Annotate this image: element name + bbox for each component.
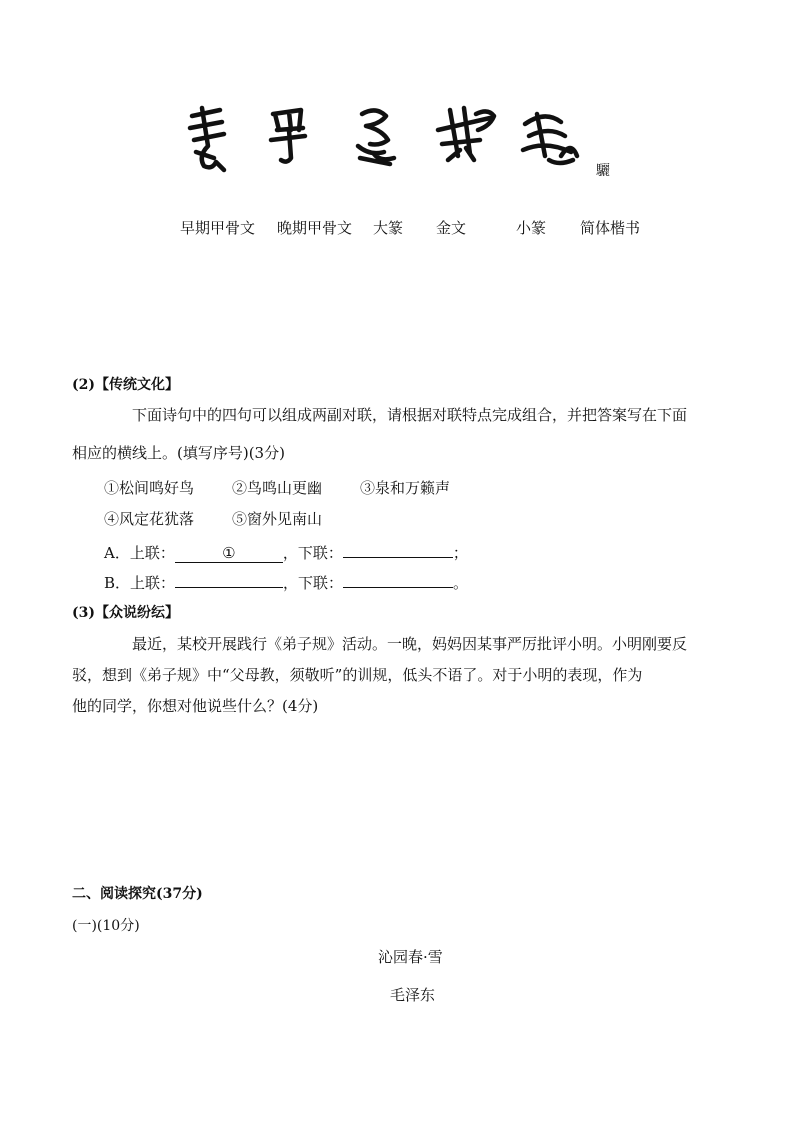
q2-answer-a-end: ；	[452, 544, 468, 562]
poem-title: 沁园春·雪	[378, 948, 443, 966]
q3-line2: 驳，想到《弟子规》中“父母教，须敬听”的训规，低头不语了。对于小明的表现，作为	[72, 666, 643, 684]
ancient-glyph-row	[180, 100, 600, 180]
q3-line1: 最近，某校开展践行《弟子规》活动。一晚，妈妈因某事严厉批评小明。小明刚要反	[132, 635, 688, 653]
q2-prompt-line1: 下面诗句中的四句可以组成两副对联，请根据对联特点完成组合，并把答案写在下面	[132, 406, 688, 424]
q2-answer-b-upper-blank[interactable]	[175, 570, 283, 588]
q2-heading: (2)【传统文化】	[72, 377, 179, 393]
q2-answer-b-end: 。	[453, 574, 469, 592]
q2-option-1: ①松间鸣好鸟	[104, 479, 195, 497]
q2-option-5: ⑤窗外见南山	[232, 510, 323, 528]
section2-heading: 二、阅读探究(37分)	[72, 886, 203, 902]
q3-line3: 他的同学，你想对他说些什么？(4分)	[72, 697, 319, 715]
label-early-oracle: 早期甲骨文	[180, 219, 256, 237]
q2-answer-a	[104, 540, 468, 563]
poem-author: 毛泽东	[390, 986, 436, 1004]
q2-prompt-line2: 相应的横线上。(填写序号)(3分)	[72, 444, 285, 462]
label-late-oracle: 晚期甲骨文	[277, 219, 353, 237]
q2-option-3: ③泉和万籁声	[360, 479, 451, 497]
q2-answer-b	[104, 570, 468, 593]
q2-answer-a-upper-blank[interactable]: ①	[175, 545, 283, 563]
label-small-seal: 小篆	[516, 219, 547, 237]
q2-answer-b-prefix: B．上联：	[104, 574, 176, 592]
q3-heading: (3)【众说纷纭】	[72, 605, 179, 621]
section2-sub: (一)(10分)	[72, 918, 140, 934]
glyph-early-oracle	[190, 108, 224, 170]
glyph-great-seal	[358, 110, 394, 164]
label-great-seal: 大篆	[373, 219, 404, 237]
q2-answer-b-mid: ，下联：	[283, 574, 344, 592]
q2-answer-a-mid: ，下联：	[282, 544, 343, 562]
q2-answer-a-lower-blank[interactable]	[343, 540, 453, 558]
glyph-simplified-char: 驪	[596, 163, 610, 179]
q2-answer-b-lower-blank[interactable]	[343, 570, 453, 588]
q2-answer-a-prefix: A．上联：	[104, 544, 175, 562]
glyph-bronze	[438, 108, 494, 160]
glyph-small-seal	[523, 114, 577, 163]
q2-option-4: ④风定花犹落	[104, 510, 195, 528]
q2-option-2: ②鸟鸣山更幽	[232, 479, 323, 497]
label-simplified: 简体楷书	[580, 219, 641, 237]
glyph-late-oracle	[271, 110, 305, 162]
label-bronze: 金文	[436, 219, 467, 237]
